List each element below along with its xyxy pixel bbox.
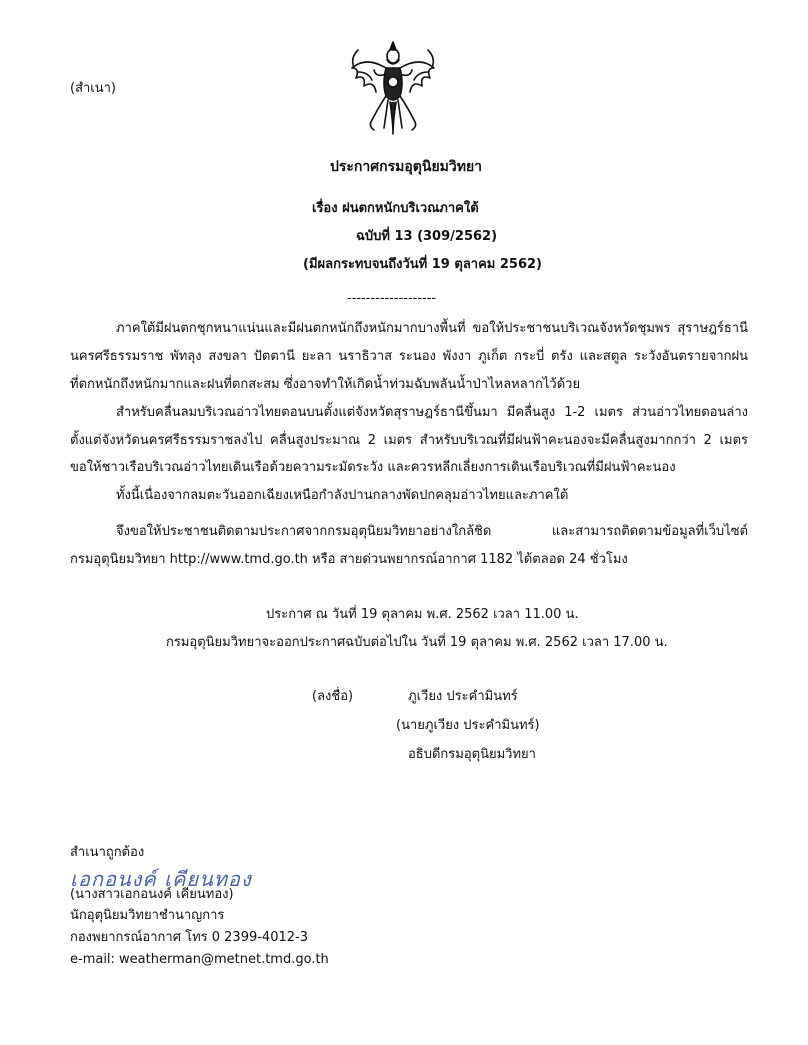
copy-mark: (สำเนา) bbox=[70, 81, 117, 96]
certifier-position: นักอุตุนิยมวิทยาชำนาญการ bbox=[70, 908, 225, 923]
certifier-division: กองพยากรณ์อากาศ โทร 0 2399-4012-3 bbox=[70, 930, 308, 945]
signer-position: อธิบดีกรมอุตุนิยมวิทยา bbox=[408, 747, 536, 762]
paragraph-1-line-2: นครศรีธรรมราช พัทลุง สงขลา ปัตตานี ยะลา นราธิวาส ระนอง พังงา ภูเก็ต กระบี่ ตรัง และสตูล ระวังอันตรายจากฝน bbox=[70, 349, 748, 364]
handwritten-signature: เอกอนงค์ เคียนทอง bbox=[70, 867, 252, 891]
announcement-subject: เรื่อง ฝนตกหนักบริเวณภาคใต้ bbox=[312, 201, 479, 216]
paragraph-2-line-2: ตั้งแต่จังหวัดนครศรีธรรมราชลงไป คลื่นสูงประมาณ 2 เมตร สำหรับบริเวณที่มีฝนฟ้าคะนองจะมีคลื่นสูงมากกว่า 2 เมตร bbox=[70, 433, 748, 448]
paragraph-3: ทั้งนี้เนื่องจากลมตะวันออกเฉียงเหนือกำลังปานกลางพัดปกคลุมอ่าวไทยและภาคใต้ bbox=[116, 488, 569, 503]
sign-label: (ลงชื่อ) bbox=[312, 689, 354, 704]
announcement-effective-date: (มีผลกระทบจนถึงวันที่ 19 ตุลาคม 2562) bbox=[303, 257, 542, 272]
signer-name: ภูเวียง ประคำมินทร์ bbox=[408, 689, 518, 704]
next-announce-time: กรมอุตุนิยมวิทยาจะออกประกาศฉบับต่อไปใน วันที่ 19 ตุลาคม พ.ศ. 2562 เวลา 17.00 น. bbox=[166, 635, 668, 650]
garuda-emblem-icon bbox=[346, 38, 440, 138]
certify-label: สำเนาถูกต้อง bbox=[70, 845, 145, 860]
paragraph-1-line-1: ภาคใต้มีฝนตกชุกหนาแน่นและมีฝนตกหนักถึงหนักมากบางพื้นที่ ขอให้ประชาชนบริเวณจังหวัดชุมพร สุราษฎร์ธานี bbox=[116, 321, 748, 336]
certifier-name: (นางสาวเอกอนงค์ เคียนทอง) bbox=[70, 887, 234, 902]
paragraph-2-line-3: ขอให้ชาวเรือบริเวณอ่าวไทยเดินเรือด้วยความระมัดระวัง และควรหลีกเลี่ยงการเดินเรือบริเวณที่มีฝนฟ้าคะนอง bbox=[70, 460, 676, 475]
heading-divider: ------------------- bbox=[347, 291, 437, 306]
announce-time: ประกาศ ณ วันที่ 19 ตุลาคม พ.ศ. 2562 เวลา 11.00 น. bbox=[266, 607, 579, 622]
signer-full-name: (นายภูเวียง ประคำมินทร์) bbox=[396, 718, 540, 733]
paragraph-4-line-2: กรมอุตุนิยมวิทยา http://www.tmd.go.th หรือ สายด่วนพยากรณ์อากาศ 1182 ได้ตลอด 24 ชั่วโมง bbox=[70, 552, 628, 567]
paragraph-2-line-1: สำหรับคลื่นลมบริเวณอ่าวไทยตอนบนตั้งแต่จังหวัดสุราษฎร์ธานีขึ้นมา มีคลื่นสูง 1-2 เมตร ส่วนอ่าวไทยตอนล่าง bbox=[116, 405, 748, 420]
paragraph-4-line-1: จึงขอให้ประชาชนติดตามประกาศจากกรมอุตุนิยมวิทยาอย่างใกล้ชิด และสามารถติดตามข้อมูลที่เว็บไซต์ bbox=[116, 524, 748, 539]
announcement-issue: ฉบับที่ 13 (309/2562) bbox=[356, 229, 498, 244]
announcement-title: ประกาศกรมอุตุนิยมวิทยา bbox=[330, 159, 483, 175]
paragraph-1-line-3: ที่ตกหนักถึงหนักมากและฝนที่ตกสะสม ซึ่งอาจทำให้เกิดน้ำท่วมฉับพลันน้ำป่าไหลหลากไว้ด้วย bbox=[70, 377, 581, 392]
certifier-email: e-mail: weatherman@metnet.tmd.go.th bbox=[70, 952, 329, 967]
